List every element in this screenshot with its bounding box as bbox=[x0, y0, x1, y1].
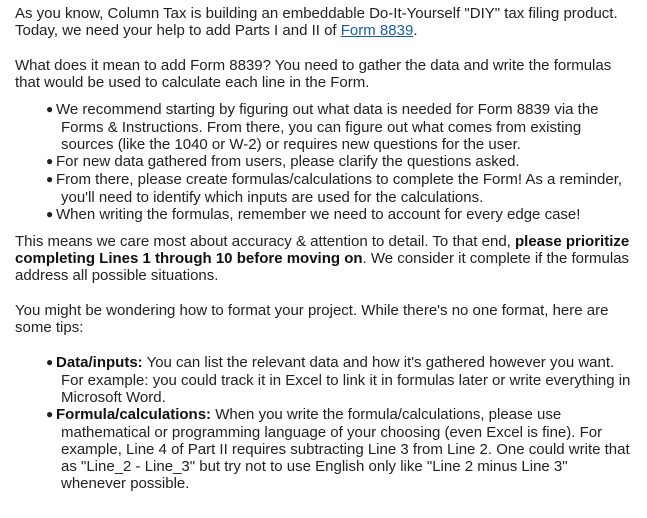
bullet-icon: ● bbox=[46, 407, 54, 421]
bullet-icon: ● bbox=[46, 102, 54, 116]
bullet-icon: ● bbox=[46, 154, 54, 168]
tips-list bbox=[15, 354, 635, 492]
list-item bbox=[15, 406, 635, 492]
bullet-icon: ● bbox=[46, 355, 54, 369]
tip-text: When you write the formula/calculations, please use mathematical or programming language of your choosing (even Excel is fine). For example, Line 4 of Part II requires subtracting Line 3 from Line 2. One could write that as "Line_2 - Line_3" but try not to use English only like "Line 2 minus Line 3" whenever possible. bbox=[61, 406, 630, 492]
steps-list bbox=[15, 101, 635, 224]
tip-label: Formula/calculations: bbox=[56, 406, 212, 423]
list-item: ● We recommend starting by figuring out what data is needed for Form 8839 via the Forms & Instructions. From there, you can figure out what comes from existing sources (like the 1040 or W-2) or requires new questions for the user. bbox=[46, 101, 599, 153]
format-intro-paragraph: You might be wondering how to format your project. While there's no one format, here are some tips: bbox=[15, 302, 609, 336]
intro-text-end: . bbox=[413, 22, 418, 39]
intro-paragraph bbox=[15, 5, 635, 39]
list-item bbox=[15, 354, 635, 406]
bullet-icon: ● bbox=[46, 172, 54, 186]
question-paragraph: What does it mean to add Form 8839? You need to gather the data and write the formulas that would be used to calculate each line in the Form. bbox=[15, 57, 612, 91]
form-8839-link[interactable]: Form 8839 bbox=[340, 22, 414, 39]
tip-label: Data/inputs: bbox=[56, 354, 143, 371]
intro-text: As you know, Column Tax is building an embeddable Do-It-Yourself "DIY" tax filing product. Today, we need your help to add Parts I and II of bbox=[15, 5, 618, 39]
priority-emphasis: please prioritize completing Lines 1 through 10 before moving on bbox=[15, 233, 630, 267]
list-item: ● When writing the formulas, remember we need to account for every edge case! bbox=[46, 206, 581, 223]
list-item: ● From there, please create formulas/calculations to complete the Form! As a reminder, you'll need to identify which inputs are used for the calculations. bbox=[46, 171, 623, 206]
bullet-icon: ● bbox=[46, 207, 54, 221]
priority-paragraph: This means we care most about accuracy & attention to detail. To that end, please prioritize completing Lines 1 through 10 before moving on. We consider it complete if the formulas address all possible situations. bbox=[15, 233, 630, 284]
list-item: ● For new data gathered from users, please clarify the questions asked. bbox=[46, 153, 520, 170]
tip-text: You can list the relevant data and how it's gathered however you want. For example: you could track it in Excel to link it in formulas later or write everything in Microsoft Word. bbox=[61, 354, 631, 406]
